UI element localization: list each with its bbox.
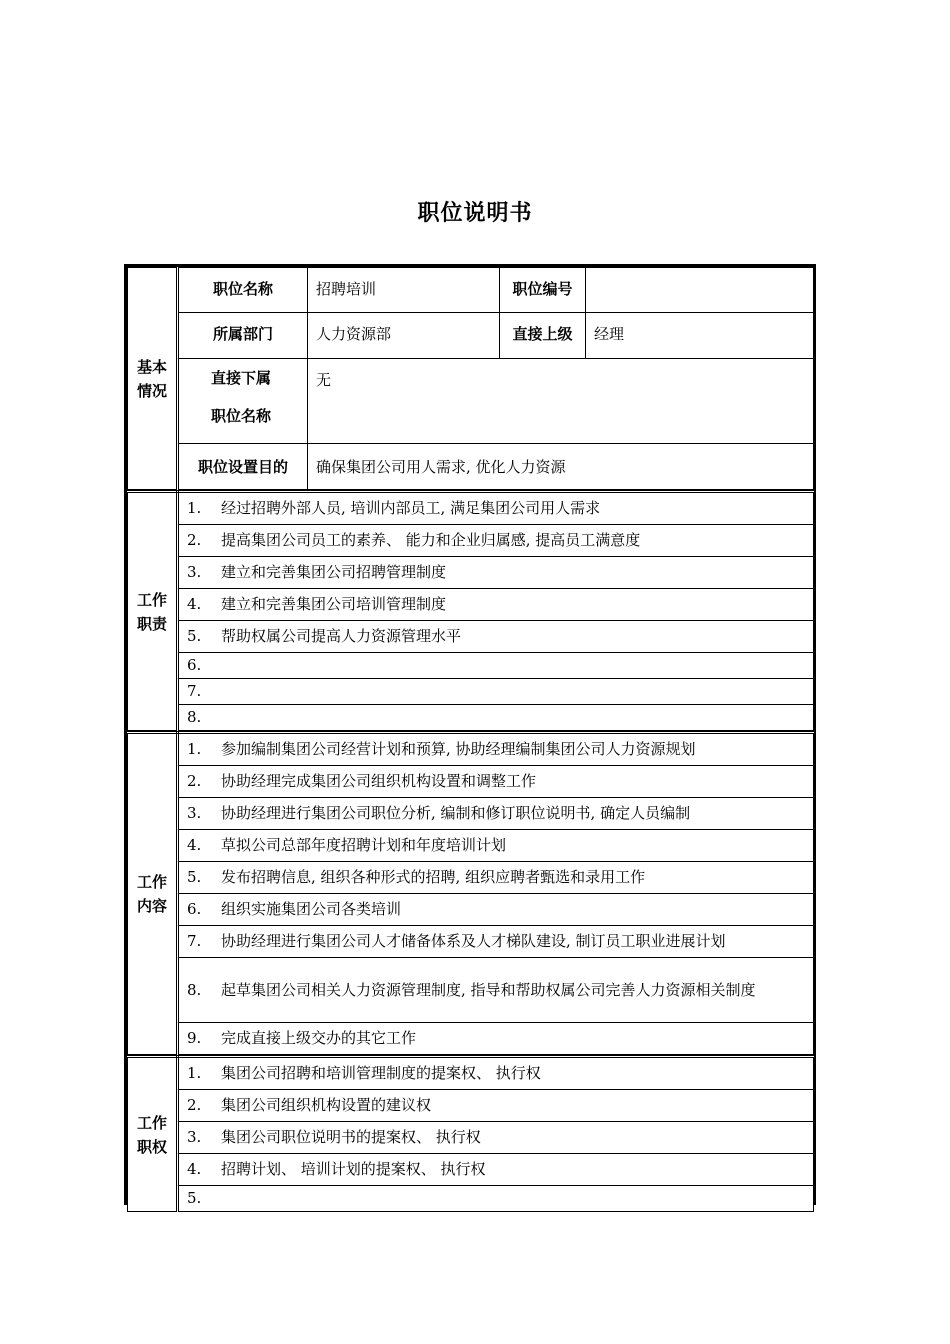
basic-info-table [127, 267, 814, 490]
duties-item [178, 705, 814, 731]
content-item-number: 4. [187, 836, 202, 854]
purpose-label: 职位设置目的 [178, 444, 308, 490]
content-item-text: 协助经理完成集团公司组织机构设置和调整工作 [221, 772, 537, 790]
authority-item [178, 1122, 814, 1154]
duties-item [178, 653, 814, 679]
content-item-text: 起草集团公司相关人力资源管理制度, 指导和帮助权属公司完善人力资源相关制度 [221, 981, 756, 999]
duties-item-text: 帮助权属公司提高人力资源管理水平 [221, 627, 462, 645]
authority-item [178, 1186, 814, 1212]
duties-item-text: 经过招聘外部人员, 培训内部员工, 满足集团公司用人需求 [221, 499, 601, 517]
content-item-text: 草拟公司总部年度招聘计划和年度培训计划 [221, 836, 507, 854]
duties-item [178, 679, 814, 705]
duties-item-text: 建立和完善集团公司培训管理制度 [221, 595, 447, 613]
subordinate-label-line2: 职位名称 [211, 407, 272, 425]
duties-item-text: 建立和完善集团公司招聘管理制度 [221, 563, 447, 581]
authority-table [127, 1055, 814, 1212]
content-item [178, 766, 814, 798]
dept-label: 所属部门 [178, 313, 308, 359]
position-no-value [586, 268, 814, 313]
section-basic-line1: 基本 [136, 357, 167, 376]
section-content [128, 733, 178, 1055]
duties-item-number: 5. [187, 627, 202, 645]
page-title: 职位说明书 [417, 201, 533, 226]
section-content-line2: 内容 [136, 897, 167, 915]
authority-item-text: 集团公司职位说明书的提案权、 执行权 [221, 1128, 481, 1146]
subordinate-label-line1: 直接下属 [211, 369, 272, 387]
content-item-text: 组织实施集团公司各类培训 [221, 900, 402, 918]
content-item [178, 830, 814, 862]
duties-item-number: 1. [187, 499, 202, 517]
content-item-text: 完成直接上级交办的其它工作 [221, 1029, 417, 1047]
section-duties-line2: 职责 [136, 614, 167, 633]
authority-item-text: 集团公司招聘和培训管理制度的提案权、 执行权 [221, 1064, 541, 1082]
content-item-number: 1. [187, 740, 202, 758]
duties-item-number: 7. [187, 682, 202, 700]
content-item-number: 6. [187, 900, 202, 918]
content-item-number: 2. [187, 772, 202, 790]
section-basic [128, 268, 178, 490]
duties-item-number: 8. [187, 708, 202, 726]
duties-item-number: 6. [187, 656, 202, 674]
duties-item [178, 525, 814, 557]
section-authority [128, 1057, 178, 1212]
duties-item-text: 提高集团公司员工的素养、 能力和企业归属感, 提高员工满意度 [221, 531, 641, 549]
duties-item [178, 621, 814, 653]
authority-item-number: 1. [187, 1064, 202, 1082]
section-duties-line1: 工作 [136, 590, 167, 609]
section-authority-line2: 职权 [136, 1137, 167, 1156]
content-item-number: 3. [187, 804, 202, 822]
duties-item-number: 4. [187, 595, 202, 613]
content-table [127, 731, 814, 1055]
authority-item-number: 4. [187, 1160, 202, 1178]
content-item-number: 5. [187, 868, 202, 886]
authority-item-number: 5. [187, 1189, 202, 1207]
content-item [178, 862, 814, 894]
section-basic-line2: 情况 [136, 381, 167, 400]
content-item [178, 926, 814, 958]
authority-item-number: 2. [187, 1096, 202, 1114]
duties-item [178, 589, 814, 621]
content-item-number: 9. [187, 1029, 202, 1047]
section-duties [128, 492, 178, 731]
content-item [178, 733, 814, 766]
content-item-text: 发布招聘信息, 组织各种形式的招聘, 组织应聘者甄选和录用工作 [221, 868, 646, 886]
duties-item [178, 492, 814, 525]
duties-table [127, 490, 814, 731]
duties-item [178, 557, 814, 589]
content-item-text: 协助经理进行集团公司人才储备体系及人才梯队建设, 制订员工职业进展计划 [221, 932, 726, 950]
content-item-number: 7. [187, 932, 202, 950]
purpose-value: 确保集团公司用人需求, 优化人力资源 [308, 444, 814, 490]
content-item [178, 1023, 814, 1055]
duties-item-number: 2. [187, 531, 202, 549]
superior-value: 经理 [586, 313, 814, 359]
duties-item-number: 3. [187, 563, 202, 581]
content-item-number: 8. [187, 981, 202, 999]
superior-label: 直接上级 [500, 313, 586, 359]
subordinate-value: 无 [308, 359, 814, 444]
subordinate-label [178, 359, 308, 444]
content-item-text: 参加编制集团公司经营计划和预算, 协助经理编制集团公司人力资源规划 [221, 740, 696, 758]
position-no-label: 职位编号 [500, 268, 586, 313]
job-description-table [124, 264, 816, 1205]
authority-item [178, 1090, 814, 1122]
content-item [178, 798, 814, 830]
authority-item-number: 3. [187, 1128, 202, 1146]
authority-item-text: 招聘计划、 培训计划的提案权、 执行权 [221, 1160, 486, 1178]
section-authority-line1: 工作 [136, 1113, 167, 1132]
authority-item [178, 1154, 814, 1186]
position-name-value: 招聘培训 [308, 268, 500, 313]
authority-item [178, 1057, 814, 1090]
content-item-text: 协助经理进行集团公司职位分析, 编制和修订职位说明书, 确定人员编制 [221, 804, 691, 822]
section-content-line1: 工作 [136, 873, 167, 891]
dept-value: 人力资源部 [308, 313, 500, 359]
content-item [178, 958, 814, 1023]
content-item [178, 894, 814, 926]
position-name-label: 职位名称 [178, 268, 308, 313]
authority-item-text: 集团公司组织机构设置的建议权 [221, 1096, 432, 1114]
